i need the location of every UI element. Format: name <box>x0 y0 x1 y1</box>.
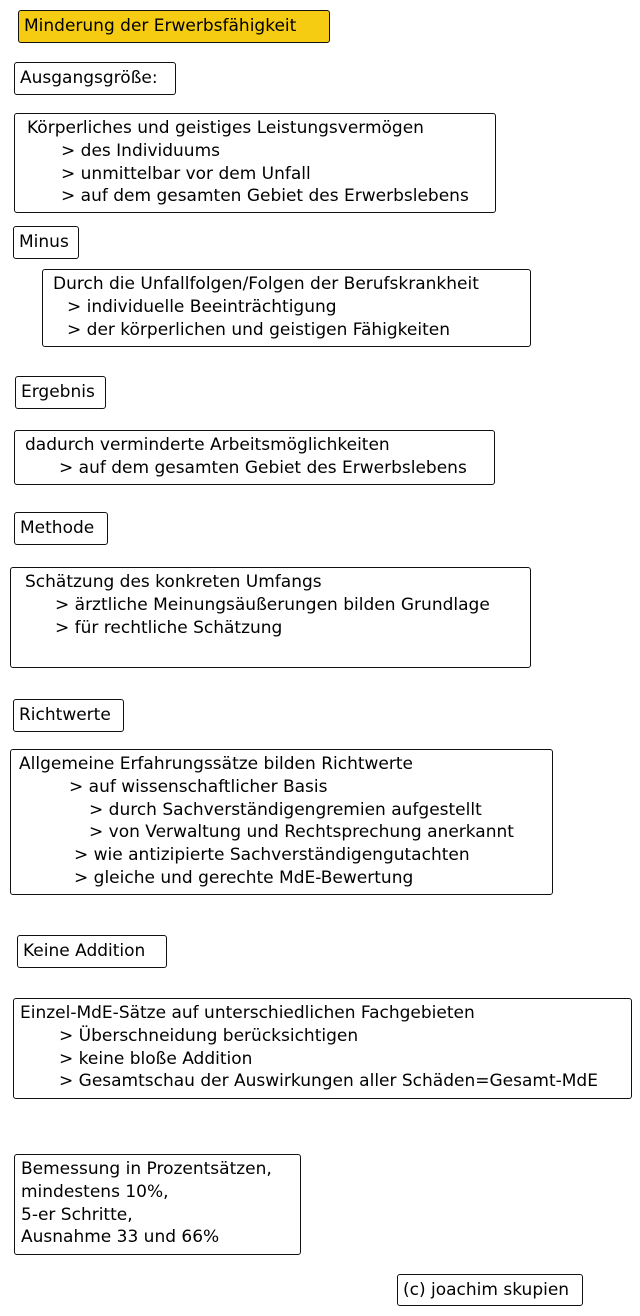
content-line: Körperliches und geistiges Leistungsvermögen <box>27 118 424 138</box>
label-text: Methode <box>20 518 95 538</box>
label-text: Minus <box>19 232 69 252</box>
content-line: dadurch verminderte Arbeitsmöglichkeiten <box>25 435 390 455</box>
label-keine-addition <box>17 935 167 968</box>
content-line: > der körperlichen und geistigen Fähigkeiten <box>67 319 450 340</box>
label-richtwerte <box>13 699 124 732</box>
content-line: > durch Sachverständigengremien aufgestellt <box>89 799 482 820</box>
label-ausgangsgroesse <box>14 62 176 95</box>
content-keine-addition <box>13 998 632 1099</box>
content-line: > gleiche und gerechte MdE-Bewertung <box>74 867 414 888</box>
content-line: > für rechtliche Schätzung <box>55 617 283 638</box>
content-line: Schätzung des konkreten Umfangs <box>25 572 322 592</box>
content-line: Allgemeine Erfahrungssätze bilden Richtwerte <box>19 754 413 774</box>
content-line: > ärztliche Meinungsäußerungen bilden Grundlage <box>55 594 490 615</box>
note-line: mindestens 10%, <box>21 1181 169 1202</box>
content-line: > des Individuums <box>61 140 221 161</box>
content-line: > Gesamtschau der Auswirkungen aller Schäden=Gesamt-MdE <box>59 1071 598 1092</box>
label-methode <box>14 512 108 545</box>
note-line: Bemessung in Prozentsätzen, <box>21 1159 272 1179</box>
label-minus <box>13 226 79 259</box>
content-minus <box>42 269 531 347</box>
label-ergebnis <box>15 376 106 409</box>
content-line: > von Verwaltung und Rechtsprechung anerkannt <box>89 822 514 843</box>
copyright-box <box>397 1274 583 1306</box>
content-line: > auf wissenschaftlicher Basis <box>69 776 328 797</box>
label-text: Richtwerte <box>19 705 111 725</box>
content-line: > unmittelbar vor dem Unfall <box>61 163 311 184</box>
content-richtwerte <box>10 749 553 895</box>
note-line: Ausnahme 33 und 66% <box>21 1227 220 1248</box>
content-line: > auf dem gesamten Gebiet des Erwerbslebens <box>61 186 469 207</box>
content-line: > wie antizipierte Sachverständigengutachten <box>74 845 470 866</box>
content-line: Einzel-MdE-Sätze auf unterschiedlichen Fachgebieten <box>20 1003 475 1023</box>
content-methode <box>10 567 531 668</box>
content-line: > keine bloße Addition <box>59 1048 253 1069</box>
content-line: > Überschneidung berücksichtigen <box>59 1025 359 1046</box>
content-ausgangsgroesse <box>14 113 496 213</box>
note-line: 5-er Schritte, <box>21 1204 133 1225</box>
label-text: Ergebnis <box>21 382 95 402</box>
diagram-title-text: Minderung der Erwerbsfähigkeit <box>24 16 297 36</box>
content-line: > auf dem gesamten Gebiet des Erwerbslebens <box>59 457 467 478</box>
content-ergebnis <box>14 430 495 485</box>
label-text: Keine Addition <box>23 941 146 961</box>
note-box <box>14 1154 301 1255</box>
copyright-text: (c) joachim skupien <box>403 1280 570 1300</box>
label-text: Ausgangsgröße: <box>20 68 158 88</box>
content-line: > individuelle Beeinträchtigung <box>67 296 337 317</box>
content-line: Durch die Unfallfolgen/Folgen der Berufskrankheit <box>53 274 479 294</box>
diagram-title <box>18 10 330 43</box>
